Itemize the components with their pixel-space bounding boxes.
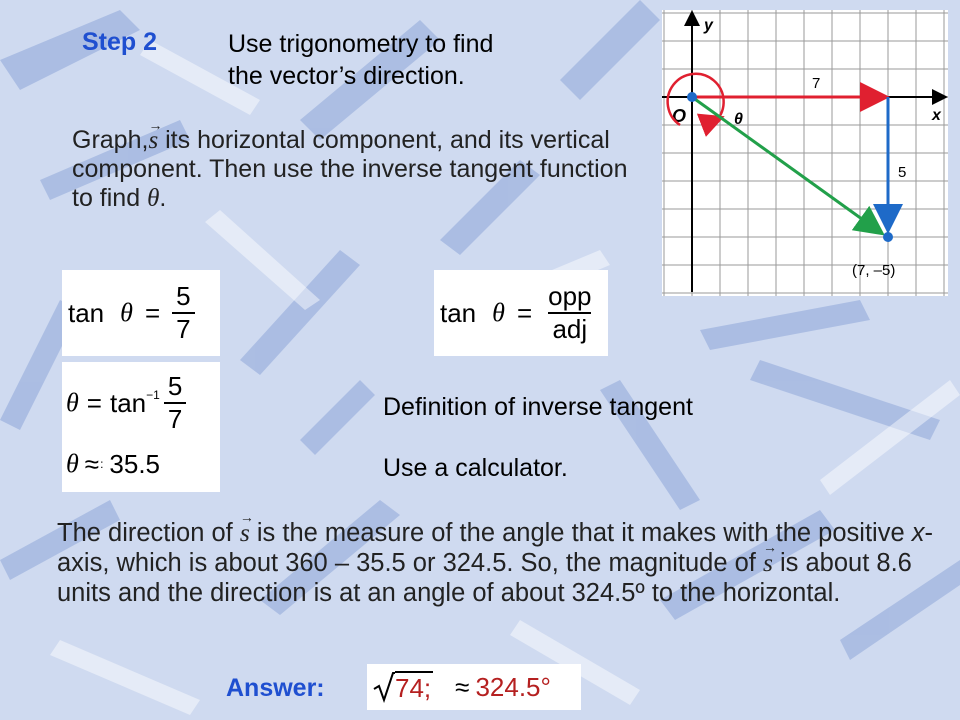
fraction-5-over-7 xyxy=(172,281,194,345)
step-label: Step 2 xyxy=(82,28,158,56)
numerator: 5 xyxy=(167,371,183,401)
coordinate-plane xyxy=(662,10,948,296)
para-part1: The direction of xyxy=(57,519,240,547)
equation-tan-definition xyxy=(434,270,608,356)
conclusion-paragraph xyxy=(57,518,947,608)
answer-magnitude: 74; xyxy=(395,672,432,703)
theta-symbol: θ xyxy=(66,449,79,478)
tan-function: tan xyxy=(68,297,105,328)
tan-function: tan xyxy=(440,297,477,328)
para-part3: -axis, which is about 360 – 35.5 or 324.5. So, the magnitude of xyxy=(57,519,933,577)
fraction-opp-over-adj xyxy=(544,281,595,345)
theta-symbol: θ xyxy=(492,298,505,327)
equation-tan-ratio xyxy=(62,270,220,356)
para-part4: is about 8.6 units and the direction is at an angle of about 324.5º to the horizontal. xyxy=(57,549,912,607)
inverse-tangent-row xyxy=(62,362,220,444)
approx-sign: ≈ xyxy=(84,448,100,479)
vector-s-symbol: → s xyxy=(763,548,773,578)
note-definition: Definition of inverse tangent xyxy=(383,393,693,421)
para-part2: is the measure of the angle that it makes with the positive xyxy=(249,519,912,547)
vector-s-symbol: → s xyxy=(148,126,158,155)
graph-instruction xyxy=(72,126,632,213)
theta-symbol: θ xyxy=(66,388,79,417)
inverse-superscript: −1 xyxy=(146,388,160,402)
origin-label: O xyxy=(672,106,687,126)
equation-inverse-tangent xyxy=(62,362,220,492)
y-axis-label: y xyxy=(704,17,713,34)
equals-sign: = xyxy=(144,297,161,328)
graph-text-end: . xyxy=(159,184,167,212)
x-variable: x xyxy=(911,519,925,547)
angle-value: 35.5 xyxy=(109,448,161,479)
fraction-5-over-7 xyxy=(164,371,186,435)
approx-sign: ≈ xyxy=(455,671,470,702)
vector-s-symbol: → s xyxy=(240,518,250,548)
grid-lines xyxy=(662,10,948,296)
theta-symbol: θ xyxy=(147,185,160,212)
approx-dot: : xyxy=(100,457,104,471)
step-instruction xyxy=(228,28,648,92)
numerator: opp xyxy=(548,281,592,311)
graph-text-prefix: Graph, xyxy=(72,126,149,154)
endpoint-point xyxy=(883,232,893,242)
denominator: 7 xyxy=(164,402,186,435)
denominator: 7 xyxy=(172,312,194,345)
angle-arc-arrow xyxy=(702,118,720,125)
vertical-component-label: 5 xyxy=(898,164,907,181)
square-root-icon xyxy=(373,671,395,703)
theta-symbol: θ xyxy=(120,298,133,327)
horizontal-component-label: 7 xyxy=(812,75,821,92)
x-axis-label: x xyxy=(932,107,941,124)
denominator: adj xyxy=(548,312,591,345)
tan-function: tan xyxy=(109,387,147,418)
endpoint-label: (7, –5) xyxy=(852,262,896,279)
numerator: 5 xyxy=(176,281,191,311)
answer-box xyxy=(367,664,581,710)
coordinate-graph xyxy=(662,10,948,296)
origin-point xyxy=(687,92,697,102)
note-calculator: Use a calculator. xyxy=(383,454,568,482)
step-instruction-line2: the vector’s direction. xyxy=(228,62,465,90)
approximation-row xyxy=(62,444,220,484)
step-instruction-line1: Use trigonometry to find xyxy=(228,30,494,58)
equals-sign: = xyxy=(86,387,102,418)
graph-text-body: its horizontal component, and its vertical component. Then use the inverse tangent function to find xyxy=(72,126,628,212)
answer-direction: 324.5° xyxy=(475,671,551,702)
equals-sign: = xyxy=(516,297,533,328)
answer-label: Answer: xyxy=(226,674,325,702)
theta-label: θ xyxy=(734,111,743,128)
